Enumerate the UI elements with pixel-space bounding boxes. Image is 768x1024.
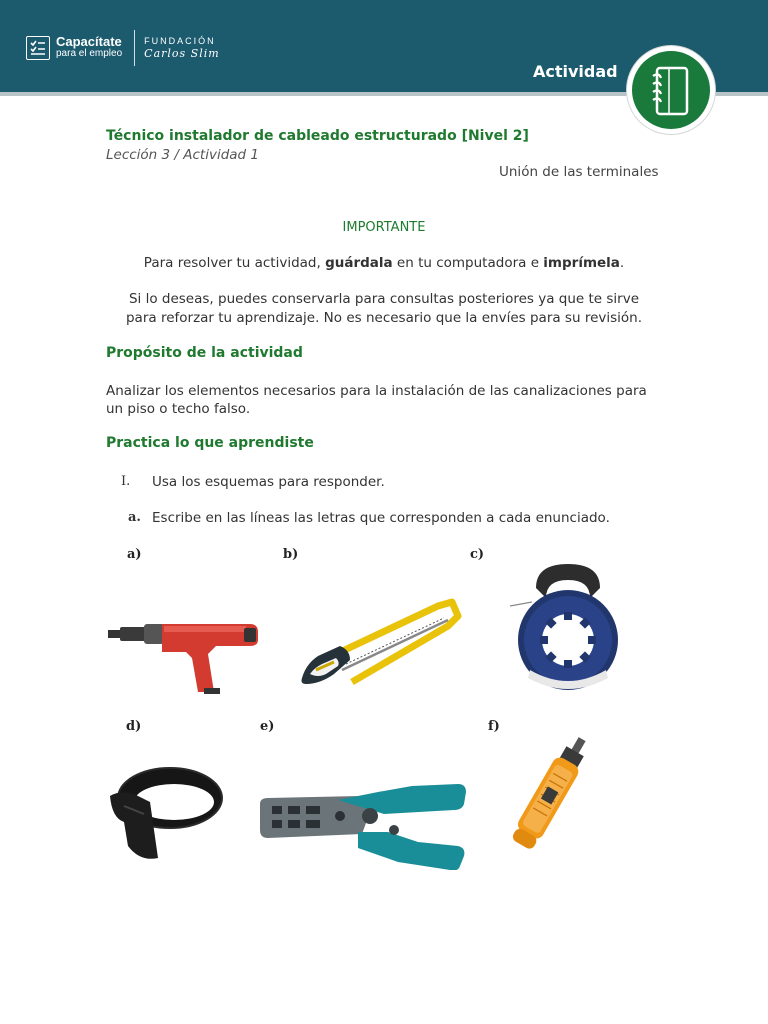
course-title: Técnico instalador de cableado estructurado [Nivel 2]	[106, 128, 529, 144]
activity-badge	[627, 46, 715, 134]
tool-label-d: d)	[126, 719, 142, 734]
keyword-save: guárdala	[325, 255, 393, 271]
crimping-tool-icon	[254, 780, 468, 870]
tool-label-f: f)	[488, 719, 500, 734]
list-marker-roman: I.	[121, 474, 131, 489]
header-title: Actividad	[533, 62, 618, 81]
brand-subtitle: para el empleo	[56, 48, 123, 59]
fish-tape-reel-icon	[506, 560, 630, 694]
tool-label-a: a)	[127, 547, 142, 562]
instruction-subitem: Escribe en las líneas las letras que corresponden a cada enunciado.	[152, 510, 610, 526]
topic-label: Unión de las terminales	[499, 164, 659, 180]
important-heading: IMPORTANTE	[342, 220, 426, 235]
purpose-text-line2: un piso o techo falso.	[106, 401, 251, 417]
checklist-icon	[26, 36, 50, 60]
tool-label-b: b)	[283, 547, 299, 562]
purpose-text-line1: Analizar los elementos necesarios para la instalación de las canalizaciones para	[106, 383, 647, 399]
lesson-label: Lección 3 / Actividad 1	[106, 147, 259, 163]
brand-title: Capacítate	[56, 34, 122, 49]
important-line2a: Si lo deseas, puedes conservarla para consultas posteriores ya que te sirve	[128, 291, 640, 307]
hacksaw-icon	[298, 598, 464, 694]
capacitate-logo	[26, 30, 220, 66]
powder-actuated-nail-gun-icon	[104, 612, 264, 698]
tool-label-c: c)	[470, 547, 485, 562]
important-line2b: para reforzar tu aprendizaje. No es necesario que la envíes para su revisión.	[125, 310, 643, 326]
practice-heading: Practica lo que aprendiste	[106, 435, 314, 451]
list-marker-letter: a.	[128, 510, 141, 525]
keyword-print: imprímela	[543, 255, 620, 271]
foundation-label: FUNDACIÓN	[144, 36, 216, 46]
purpose-heading: Propósito de la actividad	[106, 345, 303, 361]
foundation-name: Carlos Slim	[144, 47, 220, 60]
instruction-item: Usa los esquemas para responder.	[152, 474, 385, 490]
punch-down-tool-icon	[492, 734, 602, 870]
velcro-cable-tie-icon	[104, 758, 228, 868]
notebook-icon	[649, 65, 693, 117]
tool-label-e: e)	[260, 719, 275, 734]
important-line1: Para resolver tu actividad, guárdala en tu computadora e imprímela.	[143, 255, 625, 271]
logo-divider	[134, 30, 135, 66]
